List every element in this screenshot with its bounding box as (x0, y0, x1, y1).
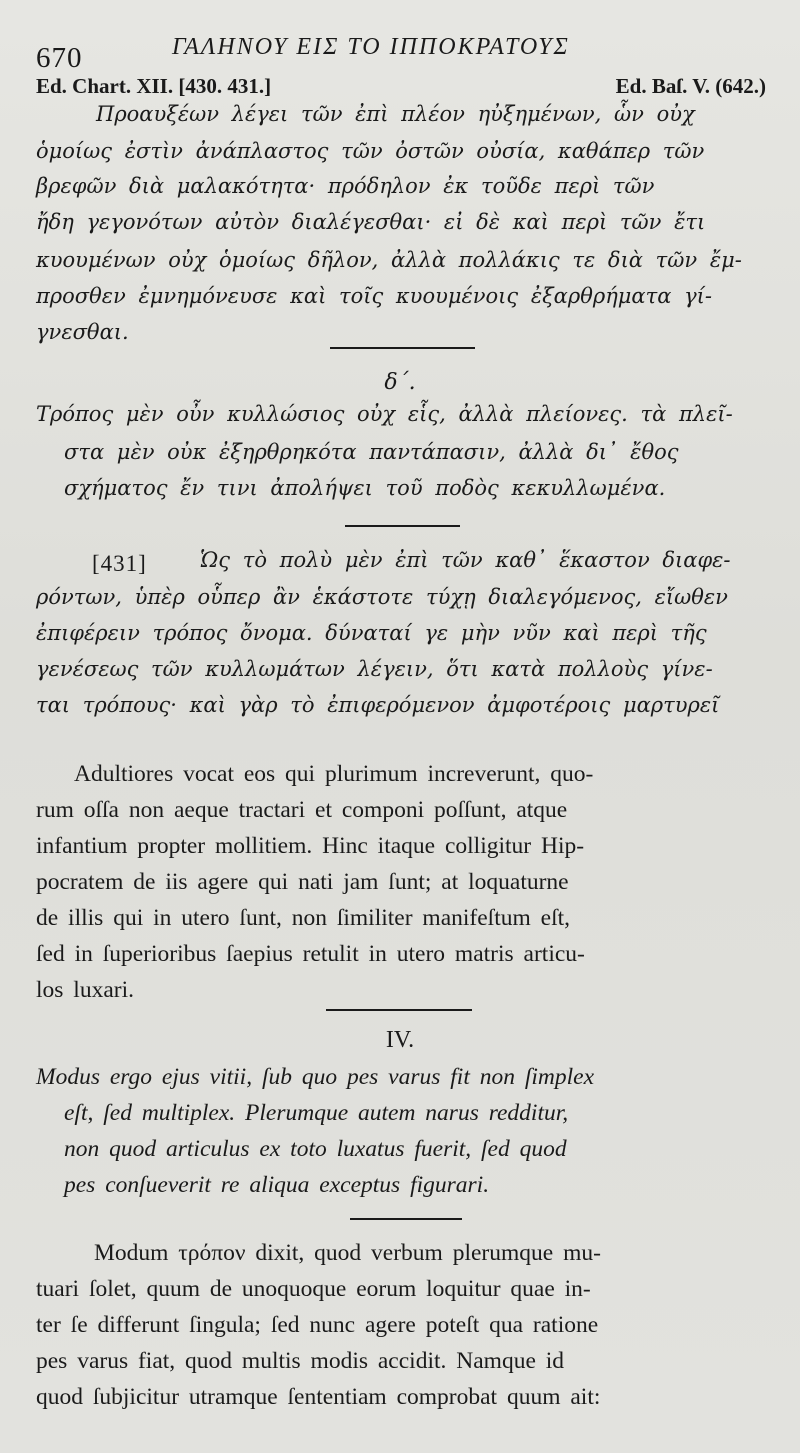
text-line: pes conſueverit re aliqua exceptus figurari. (64, 1172, 490, 1198)
text-line: ſed in ſuperioribus ſaepius retulit in utero matris articu- (36, 941, 585, 967)
page-number: 670 (36, 42, 83, 74)
text-line: Modum τρόπον dixit, quod verbum plerumque mu- (94, 1240, 601, 1266)
text-line: Προαυξέων λέγει τῶν ἐπὶ πλέον ηὐξημένων, ὧν οὐχ (96, 102, 695, 126)
text-line: γενέσεως τῶν κυλλωμάτων λέγειν, ὅτι κατὰ πολλοὺς γίνε- (36, 657, 713, 681)
roman-section-numeral: IV. (385, 1027, 415, 1053)
text-line: infantium propter mollitiem. Hinc itaque colligitur Hip- (36, 833, 585, 859)
text-line: ter ſe differunt ſingula; ſed nunc agere poteſt qua ratione (36, 1312, 599, 1338)
text-line: tuari ſolet, quum de unoquoque eorum loquitur quae in- (36, 1276, 591, 1302)
marginal-page-reference: [431] (92, 551, 147, 576)
text-line: Modus ergo ejus vitii, ſub quo pes varus fit non ſimplex (36, 1064, 595, 1090)
text-line: ἤδη γεγονότων αὐτὸν διαλέγεσθαι· εἰ δὲ καὶ περὶ τῶν ἔτι (36, 210, 706, 234)
text-line: κυουμένων οὐχ ὁμοίως δῆλον, ἀλλὰ πολλάκις τε διὰ τῶν ἔμ- (36, 248, 742, 272)
text-line: los luxari. (36, 977, 134, 1003)
text-line: quod ſubjicitur utramque ſententiam comprobat quum ait: (36, 1384, 601, 1410)
text-line: ται τρόπους· καὶ γὰρ τὸ ἐπιφερόμενον ἀμφοτέροις μαρτυρεῖ (36, 693, 720, 717)
text-line: Adultiores vocat eos qui plurimum increverunt, quo- (74, 761, 594, 787)
running-title: ΓΑΛΗΝΟΥ ΕΙΣ ΤΟ ΙΠΠΟΚΡΑΤΟΥΣ (172, 34, 570, 60)
section-divider (350, 1218, 462, 1220)
text-line: de illis qui in utero ſunt, non ſimiliter manifeſtum eſt, (36, 905, 570, 931)
edition-basel-reference: Ed. Baſ. V. (642.) (615, 74, 766, 98)
text-line: ὁμοίως ἐστὶν ἀνάπλαστος τῶν ὀστῶν οὐσία, καθάπερ τῶν (36, 139, 705, 163)
text-line: Τρόπος μὲν οὖν κυλλώσιος οὐχ εἷς, ἀλλὰ πλείονες. τὰ πλεῖ- (36, 402, 733, 426)
text-line: στα μὲν οὐκ ἐξηρθρηκότα παντάπασιν, ἀλλὰ δι᾽ ἔθος (64, 440, 679, 464)
text-line: σχήματος ἔν τινι ἀπολήψει τοῦ ποδὸς κεκυλλωμένα. (64, 476, 666, 500)
section-divider (345, 525, 460, 527)
text-line: non quod articulus ex toto luxatus fuerit, ſed quod (64, 1136, 567, 1162)
text-line: rum oſſa non aeque tractari et componi poſſunt, atque (36, 797, 568, 823)
text-line: προσθεν ἐμνημόνευσε καὶ τοῖς κυουμένοις ἐξαρθρήματα γί- (36, 284, 712, 308)
text-line: ρόντων, ὑπὲρ οὗπερ ἂν ἑκάστοτε τύχῃ διαλεγόμενος, εἴωθεν (36, 585, 728, 609)
section-divider (326, 1009, 472, 1011)
edition-chart-reference: Ed. Chart. XII. [430. 431.] (36, 74, 272, 98)
text-line: γνεσθαι. (36, 320, 129, 344)
text-line: pes varus fiat, quod multis modis accidit. Namque id (36, 1348, 565, 1374)
greek-section-numeral: δ΄. (384, 370, 416, 395)
text-line: ἐπιφέρειν τρόπος ὄνομα. δύναταί γε μὴν νῦν καὶ περὶ τῆς (36, 621, 707, 645)
text-line: pocratem de iis agere qui nati jam ſunt; at loquaturne (36, 869, 569, 895)
text-line: βρεφῶν διὰ μαλακότητα· πρόδηλον ἐκ τοῦδε περὶ τῶν (36, 174, 655, 198)
text-line: Ὡς τὸ πολὺ μὲν ἐπὶ τῶν καθ᾽ ἕκαστον διαφε- (200, 548, 731, 572)
section-divider (330, 347, 475, 349)
text-line: eſt, ſed multiplex. Plerumque autem narus redditur, (64, 1100, 569, 1126)
